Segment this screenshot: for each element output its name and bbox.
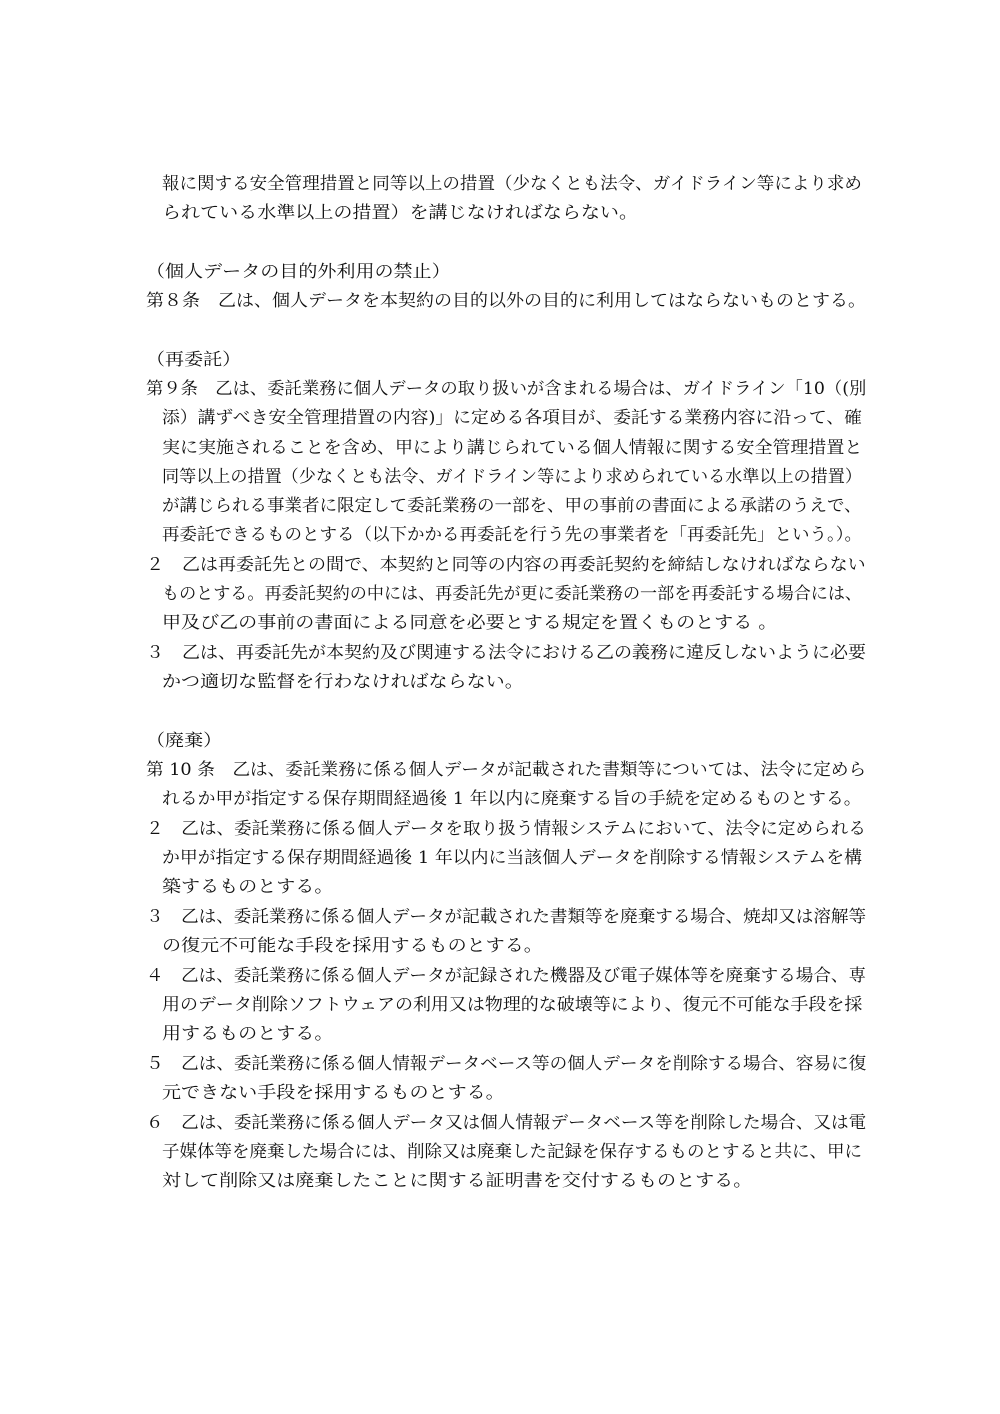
body-line: 報に関する安全管理措置と同等以上の措置（少なくとも法令、ガイドライン等により求め [162, 174, 862, 194]
article-8: 第８条 乙は、個人データを本契約の目的以外の目的に利用してはならないものとする。 [146, 291, 866, 311]
body-line: か甲が指定する保存期間経過後 1 年以内に当該個人データを削除する情報システムを構 [162, 848, 862, 868]
article-10: 第 10 条 乙は、委託業務に係る個人データが記載された書類等については、法令に定めら [146, 760, 867, 780]
article-10-item-4: ４ 乙は、委託業務に係る個人データが記録された機器及び電子媒体等を廃棄する場合、専 [146, 966, 867, 986]
body-line: 築するものとする。 [162, 877, 334, 897]
body-line: 用のデータ削除ソフトウェアの利用又は物理的な破壊等により、復元不可能な手段を採 [162, 995, 863, 1015]
body-line: が講じられる事業者に限定して委託業務の一部を、甲の事前の書面による承諾のうえで、 [162, 496, 862, 516]
body-line: られている水準以上の措置）を講じなければならない。 [162, 203, 638, 223]
article-10-item-2: ２ 乙は、委託業務に係る個人データを取り扱う情報システムにおいて、法令に定められる [146, 819, 866, 839]
body-line: ものとする。再委託契約の中には、再委託先が更に委託業務の一部を再委託する場合には、 [162, 584, 862, 604]
article-9: 第９条 乙は、委託業務に個人データの取り扱いが含まれる場合は、ガイドライン「10（(別 [146, 379, 867, 399]
body-line: 用するものとする。 [162, 1024, 334, 1044]
body-line: 子媒体等を廃棄した場合には、削除又は廃棄した記録を保存するものとすると共に、甲に [162, 1142, 862, 1162]
section-heading-purpose: （個人データの目的外利用の禁止） [146, 262, 451, 282]
article-9-item-2: ２ 乙は再委託先との間で、本契約と同等の内容の再委託契約を締結しなければならない [146, 555, 866, 575]
body-line: 甲及び乙の事前の書面による同意を必要とする規定を置くものとする 。 [162, 613, 778, 633]
section-heading-subcontract: （再委託） [146, 350, 242, 370]
article-9-item-3: ３ 乙は、再委託先が本契約及び関連する法令における乙の義務に違反しないように必要 [146, 643, 866, 663]
body-line: 同等以上の措置（少なくとも法令、ガイドライン等により求められている水準以上の措置） [162, 467, 862, 487]
body-line: 元できない手段を採用するものとする。 [162, 1083, 505, 1103]
body-line: 対して削除又は廃棄したことに関する証明書を交付するものとする。 [162, 1171, 753, 1191]
body-line: れるか甲が指定する保存期間経過後 1 年以内に廃棄する旨の手続を定めるものとする。 [162, 789, 862, 809]
article-10-item-6: ６ 乙は、委託業務に係る個人データ又は個人情報データベース等を削除した場合、又は電 [146, 1113, 867, 1133]
body-line: かつ適切な監督を行わなければならない。 [162, 672, 524, 692]
article-10-item-5: ５ 乙は、委託業務に係る個人情報データベース等の個人データを削除する場合、容易に復 [146, 1054, 867, 1074]
body-line: 再委託できるものとする（以下かかる再委託を行う先の事業者を「再委託先」という。）。 [162, 525, 862, 545]
body-line: 実に実施されることを含め、甲により講じられている個人情報に関する安全管理措置と [162, 438, 863, 458]
section-heading-disposal: （廃棄） [146, 731, 223, 751]
body-line: の復元不可能な手段を採用するものとする。 [162, 936, 543, 956]
article-10-item-3: ３ 乙は、委託業務に係る個人データが記載された書類等を廃棄する場合、焼却又は溶解等 [146, 907, 867, 927]
body-line: 添）講ずべき安全管理措置の内容)」に定める各項目が、委託する業務内容に沿って、確 [162, 408, 862, 428]
